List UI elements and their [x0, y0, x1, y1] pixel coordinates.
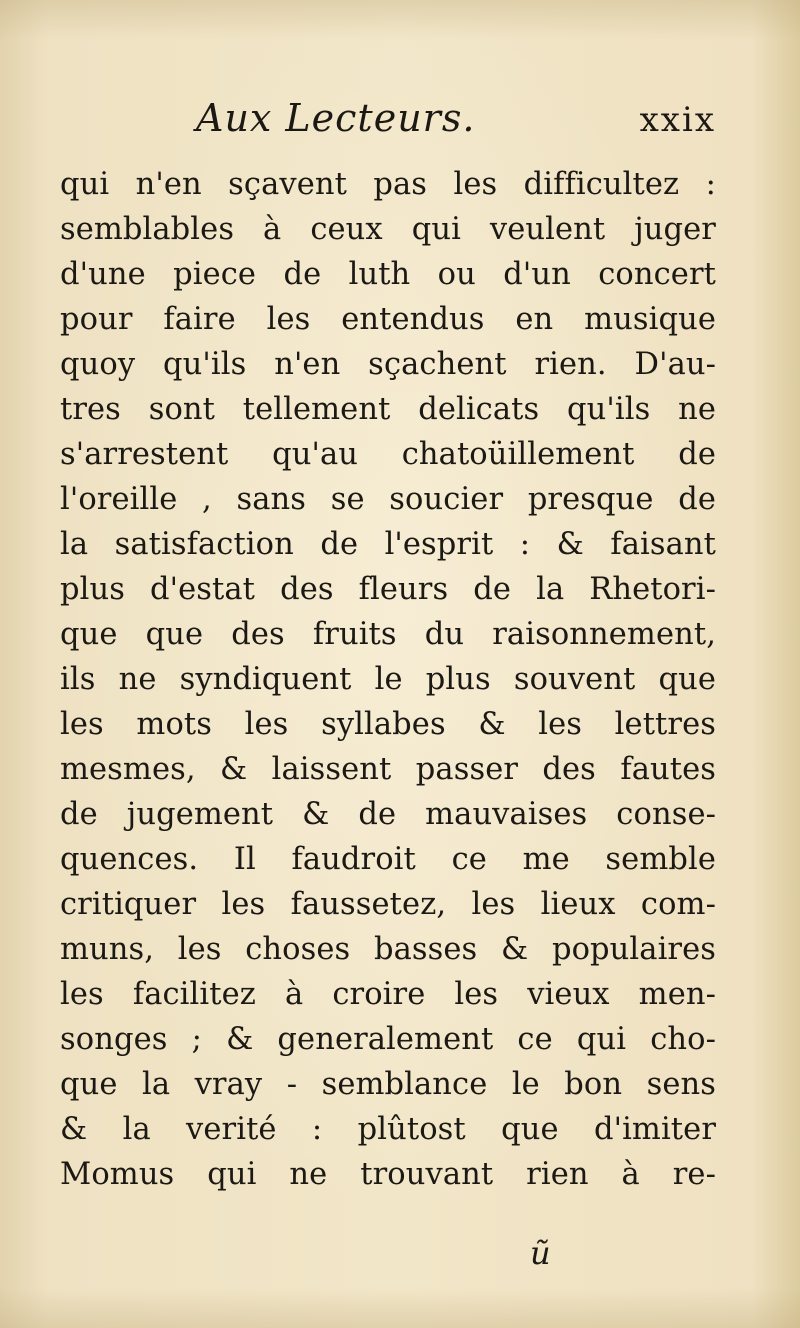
page-header	[66, 96, 716, 152]
text-line: plus d'estat des fleurs de la Rhetori-	[60, 572, 716, 607]
text-line: pour faire les entendus en musique	[60, 302, 716, 337]
body-text	[60, 162, 716, 1197]
text-line: la satisfaction de l'esprit : & faisant	[60, 527, 716, 562]
running-title: Aux Lecteurs.	[196, 96, 476, 140]
text-line: quences. Il faudroit ce me semble	[60, 842, 716, 877]
text-line: mesmes, & laissent passer des fautes	[60, 752, 716, 787]
text-line: critiquer les faussetez, les lieux com-	[60, 887, 716, 922]
text-line: ils ne syndiquent le plus souvent que	[60, 662, 716, 697]
text-line: que que des fruits du raisonnement,	[60, 617, 716, 652]
text-line: Momus qui ne trouvant rien à re-	[60, 1157, 716, 1192]
text-line: de jugement & de mauvaises conse-	[60, 797, 716, 832]
text-line: les mots les syllabes & les lettres	[60, 707, 716, 742]
text-line: l'oreille , sans se soucier presque de	[60, 482, 716, 517]
catchword: ũ	[530, 1234, 551, 1272]
text-line: quoy qu'ils n'en sçachent rien. D'au-	[60, 347, 716, 382]
text-line: tres sont tellement delicats qu'ils ne	[60, 392, 716, 427]
page-number: xxix	[639, 100, 716, 140]
text-line: muns, les choses basses & populaires	[60, 932, 716, 967]
text-line: songes ; & generalement ce qui cho-	[60, 1022, 716, 1057]
text-line: les facilitez à croire les vieux men-	[60, 977, 716, 1012]
text-line: & la verité : plûtost que d'imiter	[60, 1112, 716, 1147]
text-line: semblables à ceux qui veulent juger	[60, 212, 716, 247]
text-line: d'une piece de luth ou d'un concert	[60, 257, 716, 292]
text-line: que la vray - semblance le bon sens	[60, 1067, 716, 1102]
text-line: s'arrestent qu'au chatoüillement de	[60, 437, 716, 472]
text-line: qui n'en sçavent pas les difficultez :	[60, 167, 716, 202]
